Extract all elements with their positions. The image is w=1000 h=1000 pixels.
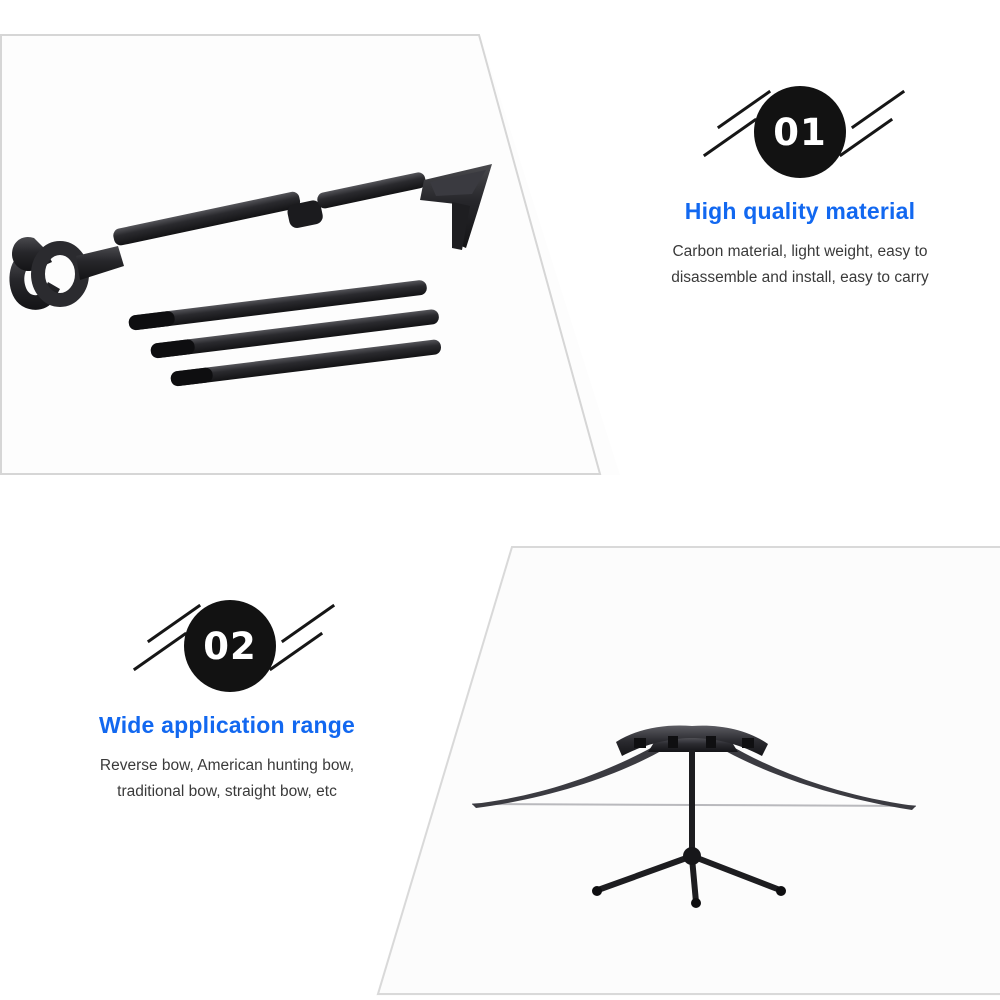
feature-description-line: traditional bow, straight bow, etc [117,783,337,800]
feature-number-badge: 02 [184,600,276,692]
badge-wrap-02 [42,592,412,702]
slash-decor-icon [269,632,323,671]
feature-number-badge: 01 [754,86,846,178]
slash-decor-icon [839,118,893,157]
feature-description-line: disassemble and install, easy to carry [671,269,929,286]
slash-decor-icon [851,90,905,129]
feature-description [620,239,980,291]
badge-wrap-01 [620,78,980,188]
slash-decor-icon [281,604,335,643]
slash-decor-icon [133,632,187,671]
feature-title: High quality material [684,198,916,224]
feature-description [42,753,412,805]
feature-description-line: Reverse bow, American hunting bow, [99,757,355,774]
bow-stand-parts-photo [0,34,620,484]
feature-description-line: Carbon material, light weight, easy to [672,243,928,260]
feature-block-01 [620,78,980,291]
slash-decor-icon [703,118,757,157]
bow-on-stand-photo [376,546,1000,996]
feature-block-02 [42,592,412,805]
product-photo-panel-bottom [376,546,1000,996]
feature-title: Wide application range [99,712,355,738]
product-photo-panel-top [0,34,620,484]
